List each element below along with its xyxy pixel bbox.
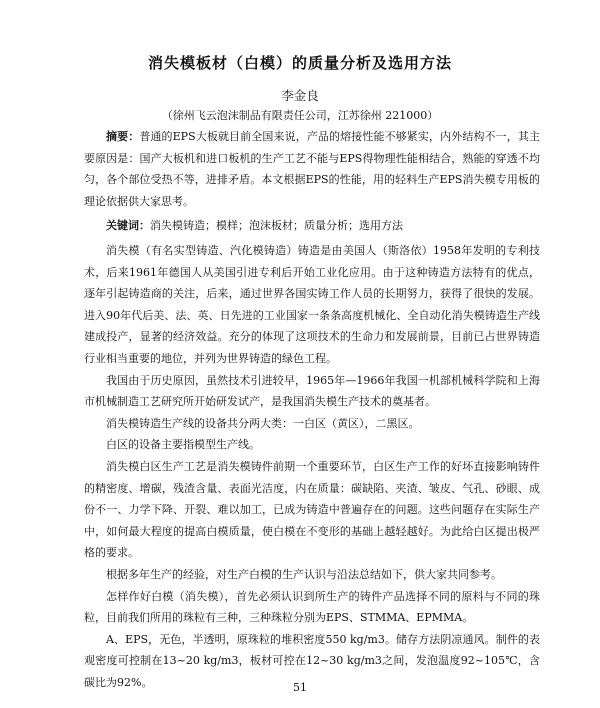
paragraph: 消失模白区生产工艺是消失模铸件前期一个重要环节，白区生产工作的好坏直接影响铸件的精密度、增碳，残渣含量、表面光洁度，内在质量：碳缺陷、夹渣、皱皮、气孔、砂眼、成份不一、力学下降、开裂、难以加工，已成为铸造中普遍存在的问题。这些问题存在实际生产中，如何最大程度的提高白模质量，使白模在不变形的基础上越轻越好。为此给白区提出极严格的要求。 [84,459,540,560]
affiliation: （徐州飞云泡沫制品有限责任公司，江苏徐州 221000） [161,109,439,122]
body-text [84,240,540,693]
paper-title: 消失模板材（白模）的质量分析及选用方法 [147,54,452,72]
paragraph: 怎样作好白模（消失模），首先必须认识到所生产的铸件产品选择不同的原料与不同的珠粒，目前我们所用的珠粒有三种，三种珠粒分别为EPS、STMMA、EPMMA。 [84,589,540,625]
abstract-text: 普通的EPS大板就目前全国来说，产品的熔接性能不够紧实，内外结构不一，其主要原因是：国产大板机和进口板机的生产工艺不能与EPS得物理性能相结合，熟能的穿透不均匀，各个部位受热不等，进排矛盾。本文根据EPS的性能，用的轻料生产EPS消失模专用板的理论依据供大家思考。 [84,130,540,208]
abstract [84,126,540,212]
page-number: 51 [293,681,307,694]
paragraph: 根据多年生产的经验，对生产白模的生产认识与沿法总结如下，供大家共同参考。 [106,567,502,581]
paragraph: 白区的设备主要指模型生产线。 [106,438,260,452]
paragraph: 消失模（有名实型铸造、汽化模铸造）铸造是由美国人（斯洛依）1958年发明的专利技术，后来1961年德国人从美国引进专利后开始工业化应用。由于这种铸造方法特有的优点，逐年引起铸造商的关注，后来，通过世界各国实铸工作人员的长期努力，获得了很快的发展。进入90年代后美、法、英、日先进的工业国家一条条高度机械化、全自动化消失模铸造生产线建成投产，显著的经济效益。充分的体现了这项技术的生命力和发展前景，目前已占世界铸造行业相当重要的地位，并列为世界铸造的绿色工程。 [84,244,540,365]
paragraph: 我国由于历史原因，虽然技术引进较早，1965年—1966年我国一机部机械科学院和上海市机械制造工艺研究所开始研发试产，是我国消失模生产技术的奠基者。 [84,373,540,409]
paragraph: 消失模铸造生产线的设备共分两大类：一白区（黄区），二黑区。 [106,416,420,430]
keywords-text: 消失模铸造；模样；泡沫板材；质量分析；选用方法 [150,219,403,232]
paragraph: A、EPS，无色，半透明，原珠粒的堆积密度550 kg/m3。储存方法阴凉通风。制件的表观密度可控制在13~20 kg/m3，板材可控在12~30 kg/m3之间，发泡温度92~105℃，含碳比为92%。 [84,632,540,689]
abstract-label: 摘要： [106,130,140,143]
keywords-label: 关键词： [106,219,150,232]
author: 李金良 [281,88,319,103]
keywords [84,215,540,237]
